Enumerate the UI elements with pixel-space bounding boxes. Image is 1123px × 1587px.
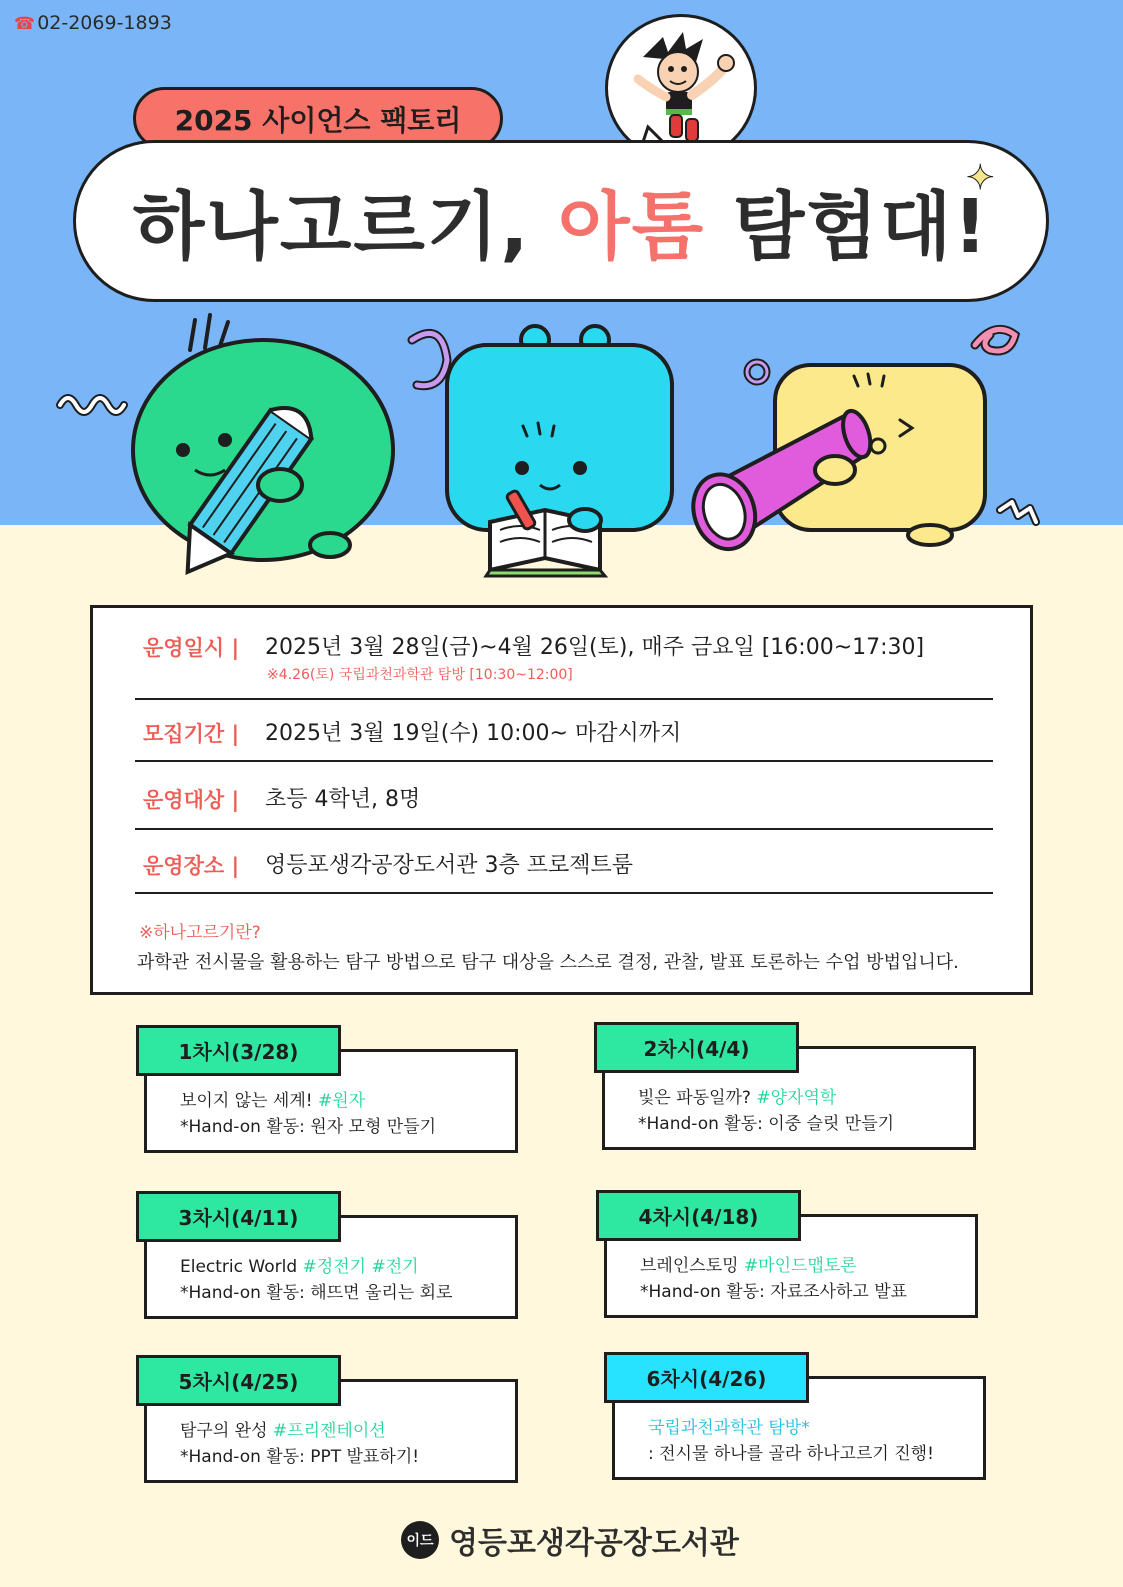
library-logo-icon: 이드 (401, 1521, 439, 1559)
session-tag: 5차시(4/25) (136, 1355, 341, 1406)
info-label: 모집기간 | (143, 722, 240, 746)
yellow-telescope-character (678, 365, 985, 557)
session-activity: *Hand-on 활동: 해뜨면 울리는 회로 (180, 1283, 453, 1303)
session-highlight: 국립과천과학관 탐방* (648, 1418, 810, 1438)
session-activity: *Hand-on 활동: 자료조사하고 발표 (640, 1282, 908, 1302)
session-activity: *Hand-on 활동: 원자 모형 만들기 (180, 1117, 437, 1137)
definition-question: ※하나고르기란? (139, 923, 261, 943)
session-hashtag: #프리젠테이션 (272, 1421, 386, 1441)
session-hashtag: #양자역학 (756, 1088, 837, 1108)
cyan-book-character (447, 326, 672, 576)
green-pencil-character (133, 315, 393, 586)
session-activity: *Hand-on 활동: 이중 슬릿 만들기 (638, 1114, 895, 1134)
info-label: 운영대상 | (143, 788, 240, 812)
session-tag: 6차시(4/26) (604, 1352, 809, 1403)
session-topic (180, 1252, 419, 1277)
session-topic (640, 1251, 857, 1276)
info-box (90, 605, 1033, 995)
info-row-place (135, 830, 993, 894)
session-topic (180, 1416, 386, 1441)
info-value: 영등포생각공장도서관 3층 프로젝트룸 (265, 853, 634, 878)
info-note: ※4.26(토) 국립과천과학관 탐방 [10:30~12:00] (267, 667, 573, 683)
title-part2: 탐험대! (705, 184, 990, 270)
title-highlight: 아톰 (558, 184, 706, 270)
phone-contact (14, 12, 172, 34)
title-part1: 하나고르기, (132, 184, 559, 270)
session-tag: 2차시(4/4) (594, 1022, 799, 1073)
session-topic (648, 1413, 810, 1438)
characters-illustration (0, 300, 1123, 590)
library-name: 영등포생각공장도서관 (449, 1526, 739, 1561)
phone-number: 02-2069-1893 (37, 12, 172, 34)
session-activity: *Hand-on 활동: PPT 발표하기! (180, 1447, 420, 1467)
session-activity: : 전시물 하나를 골라 하나고르기 진행! (648, 1444, 934, 1464)
session-hashtag: #마인드맵토론 (743, 1256, 857, 1276)
info-row-target (135, 762, 993, 830)
session-hashtag: #정전기 #전기 (302, 1257, 419, 1277)
phone-icon: ☎ (14, 14, 36, 34)
astro-boy-mascot (608, 17, 754, 159)
info-label: 운영일시 | (143, 636, 240, 660)
session-topic-text: 브레인스토밍 (640, 1256, 744, 1276)
info-row-recruit (135, 700, 993, 762)
info-value: 2025년 3월 19일(수) 10:00~ 마감시까지 (265, 721, 682, 746)
footer-brand (401, 1518, 739, 1562)
session-topic (180, 1086, 365, 1111)
info-label: 운영장소 | (143, 854, 240, 878)
session-topic-text: 보이지 않는 세계! (180, 1091, 318, 1111)
session-topic-text: 탐구의 완성 (180, 1421, 273, 1441)
sparkle-icon: ✦ (966, 158, 995, 198)
subtitle-text: 2025 사이언스 팩토리 (174, 103, 462, 137)
session-tag: 4차시(4/18) (596, 1190, 801, 1241)
info-row-schedule (135, 628, 993, 700)
session-topic (638, 1083, 836, 1108)
session-topic-text: Electric World (180, 1257, 303, 1277)
session-tag: 1차시(3/28) (136, 1025, 341, 1076)
session-tag: 3차시(4/11) (136, 1191, 341, 1242)
info-value: 2025년 3월 28일(금)~4월 26일(토), 매주 금요일 [16:00~17:30] (265, 635, 925, 660)
session-hashtag: #원자 (317, 1091, 366, 1111)
info-value: 초등 4학년, 8명 (265, 787, 421, 812)
definition-answer: 과학관 전시물을 활용하는 탐구 방법으로 탐구 대상을 스스로 결정, 관찰, 발표 토론하는 수업 방법입니다. (137, 952, 959, 973)
title-pill (73, 140, 1049, 302)
session-topic-text: 빛은 파동일까? (638, 1088, 757, 1108)
